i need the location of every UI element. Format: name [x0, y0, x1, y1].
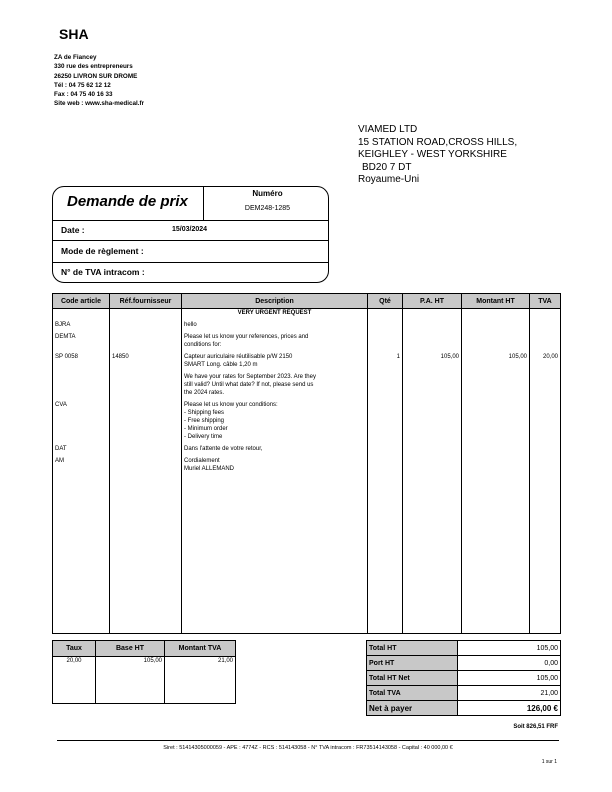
total-label: Total HT Net — [367, 671, 458, 686]
total-value: 0,00 — [458, 656, 561, 671]
item-description-line: Capteur auriculaire réutilisable p/W 2150 — [184, 354, 293, 360]
item-description — [182, 457, 368, 477]
item-row — [53, 445, 561, 457]
item-description — [182, 321, 368, 333]
item-description — [182, 401, 368, 445]
net-total-row — [367, 701, 561, 716]
column-header: Code article — [53, 294, 110, 309]
item-amount — [462, 445, 530, 457]
item-description-line: conditions for: — [184, 342, 222, 348]
item-row — [53, 309, 561, 322]
totals-table — [366, 640, 561, 716]
item-description-line: Please let us know your conditions: — [184, 402, 278, 408]
item-tva — [530, 445, 561, 457]
payment-row — [53, 240, 328, 262]
item-tva — [530, 373, 561, 401]
empty-cell — [110, 477, 182, 634]
date-row — [53, 220, 328, 240]
date-label: Date : — [61, 225, 85, 235]
empty-cell — [530, 477, 561, 634]
item-row — [53, 321, 561, 333]
currency-conversion: Soit 826,51 FRF — [513, 724, 558, 730]
item-quantity — [368, 401, 403, 445]
recipient-line: 15 STATION ROAD,CROSS HILLS, — [358, 136, 518, 148]
total-value: 21,00 — [458, 686, 561, 701]
tva-amount: 21,00 — [165, 657, 236, 704]
net-total-value: 126,00 € — [458, 701, 561, 716]
document-title: Demande de prix — [67, 193, 188, 210]
company-website: Site web : www.sha-medical.fr — [54, 100, 145, 108]
company-name: SHA — [59, 26, 89, 42]
vat-row — [53, 262, 328, 283]
tva-base: 105,00 — [96, 657, 165, 704]
item-quantity — [368, 445, 403, 457]
empty-cell — [368, 477, 403, 634]
item-supplier-ref — [110, 457, 182, 477]
item-quantity — [368, 321, 403, 333]
item-description-line: - Shipping fees — [184, 410, 225, 416]
company-address-line: 26250 LIVRON SUR DROME — [54, 72, 138, 80]
item-unit-price: 105,00 — [403, 353, 462, 373]
column-header: P.A. HT — [403, 294, 462, 309]
item-amount — [462, 457, 530, 477]
document-number-label: Numéro — [252, 189, 283, 198]
item-supplier-ref: 14850 — [110, 353, 182, 373]
item-amount: 105,00 — [462, 353, 530, 373]
item-amount — [462, 333, 530, 353]
item-supplier-ref — [110, 321, 182, 333]
item-code: CVA — [53, 401, 110, 445]
vat-label: N° de TVA intracom : — [61, 267, 145, 277]
tva-summary-table — [52, 640, 236, 704]
item-description-line: Muriel ALLEMAND — [184, 466, 235, 472]
item-supplier-ref — [110, 445, 182, 457]
item-row — [53, 353, 561, 373]
total-label: Total HT — [367, 641, 458, 656]
empty-cell — [403, 477, 462, 634]
item-supplier-ref — [110, 401, 182, 445]
item-description — [182, 309, 368, 322]
company-fax: Fax : 04 75 40 16 33 — [54, 91, 113, 99]
item-description-line: - Free shipping — [184, 418, 225, 424]
total-label: Total TVA — [367, 686, 458, 701]
column-header: Taux — [53, 641, 96, 657]
company-address-line: ZA de Fiancey — [54, 54, 97, 61]
item-description — [182, 333, 368, 353]
recipient-line: VIAMED LTD — [358, 124, 418, 135]
document-number-cell — [203, 187, 329, 220]
item-code: SP 0058 — [53, 353, 110, 373]
tva-header-row — [53, 641, 236, 657]
item-code: BJRA — [53, 321, 110, 333]
item-code: DAT — [53, 445, 110, 457]
item-description-line: We have your rates for September 2023. Are they — [184, 374, 316, 380]
item-description-line: VERY URGENT REQUEST — [237, 310, 312, 316]
item-code: AM — [53, 457, 110, 477]
item-tva — [530, 333, 561, 353]
item-tva — [530, 321, 561, 333]
items-header-row — [53, 294, 561, 309]
item-filler-row — [53, 477, 561, 634]
item-supplier-ref — [110, 309, 182, 322]
item-description-line: Cordialement — [184, 458, 220, 464]
recipient-line: KEIGHLEY - WEST YORKSHIRE — [358, 149, 507, 161]
payment-label: Mode de règlement : — [61, 246, 144, 256]
column-header: Qté — [368, 294, 403, 309]
item-description-line: - Minimum order — [184, 426, 228, 432]
item-quantity — [368, 333, 403, 353]
column-header: Montant TVA — [165, 641, 236, 657]
items-body — [53, 309, 561, 634]
item-amount — [462, 401, 530, 445]
column-header: Description — [182, 294, 368, 309]
item-description-line: hello — [184, 322, 197, 328]
legal-footer: Siret : 51414305000059 - APE : 4774Z - RCS : 514143058 - N° TVA intracom : FR73514143058 - Capital : 40 000,00 € — [163, 745, 453, 751]
item-amount — [462, 321, 530, 333]
item-code: DEMTA — [53, 333, 110, 353]
item-description-line: the 2024 rates. — [184, 390, 225, 396]
tva-row — [53, 657, 236, 704]
total-value: 105,00 — [458, 671, 561, 686]
item-description — [182, 445, 368, 457]
item-tva: 20,00 — [530, 353, 561, 373]
item-unit-price — [403, 333, 462, 353]
column-header: Réf.fournisseur — [110, 294, 182, 309]
total-row — [367, 656, 561, 671]
total-value: 105,00 — [458, 641, 561, 656]
item-unit-price — [403, 373, 462, 401]
recipient-line: Royaume-Uni — [358, 174, 420, 186]
empty-cell — [53, 477, 110, 634]
item-description-line: SMART Long. câble 1,20 m — [184, 362, 258, 368]
total-row — [367, 686, 561, 701]
company-address — [54, 53, 144, 109]
item-amount — [462, 373, 530, 401]
item-quantity — [368, 373, 403, 401]
total-row — [367, 641, 561, 656]
item-row — [53, 457, 561, 477]
item-unit-price — [403, 457, 462, 477]
empty-cell — [462, 477, 530, 634]
item-description — [182, 373, 368, 401]
column-header: Montant HT — [462, 294, 530, 309]
item-tva — [530, 457, 561, 477]
company-phone: Tél : 04 75 62 12 12 — [54, 81, 111, 89]
column-header: TVA — [530, 294, 561, 309]
item-quantity — [368, 309, 403, 322]
item-code — [53, 309, 110, 322]
item-unit-price — [403, 445, 462, 457]
item-unit-price — [403, 401, 462, 445]
item-code — [53, 373, 110, 401]
item-quantity: 1 — [368, 353, 403, 373]
item-description-line: - Delivery time — [184, 434, 223, 440]
column-header: Base HT — [96, 641, 165, 657]
date-value: 15/03/2024 — [172, 226, 208, 233]
document-header-box — [52, 186, 329, 283]
item-quantity — [368, 457, 403, 477]
item-supplier-ref — [110, 333, 182, 353]
item-amount — [462, 309, 530, 322]
item-description-line: Please let us know your references, prices and — [184, 334, 309, 340]
document-number-value: DEM248-1285 — [244, 205, 291, 212]
item-description — [182, 353, 368, 373]
item-unit-price — [403, 321, 462, 333]
item-description-line: Dans l'attente de votre retour, — [184, 446, 263, 452]
page-indicator: 1 sur 1 — [541, 759, 557, 765]
item-description-line: still valid? Until what date? If not, please send us — [184, 382, 314, 388]
recipient-address — [358, 124, 517, 187]
tva-rate: 20,00 — [53, 657, 96, 704]
net-total-label: Net à payer — [367, 701, 458, 716]
item-tva — [530, 401, 561, 445]
item-row — [53, 333, 561, 353]
item-row — [53, 401, 561, 445]
total-label: Port HT — [367, 656, 458, 671]
item-tva — [530, 309, 561, 322]
items-table — [52, 293, 561, 634]
item-unit-price — [403, 309, 462, 322]
item-row — [53, 373, 561, 401]
total-row — [367, 671, 561, 686]
company-address-line: 330 rue des entrepreneurs — [54, 63, 133, 71]
footer-divider — [57, 740, 559, 741]
empty-cell — [182, 477, 368, 634]
recipient-line: BD20 7 DT — [362, 161, 412, 173]
item-supplier-ref — [110, 373, 182, 401]
